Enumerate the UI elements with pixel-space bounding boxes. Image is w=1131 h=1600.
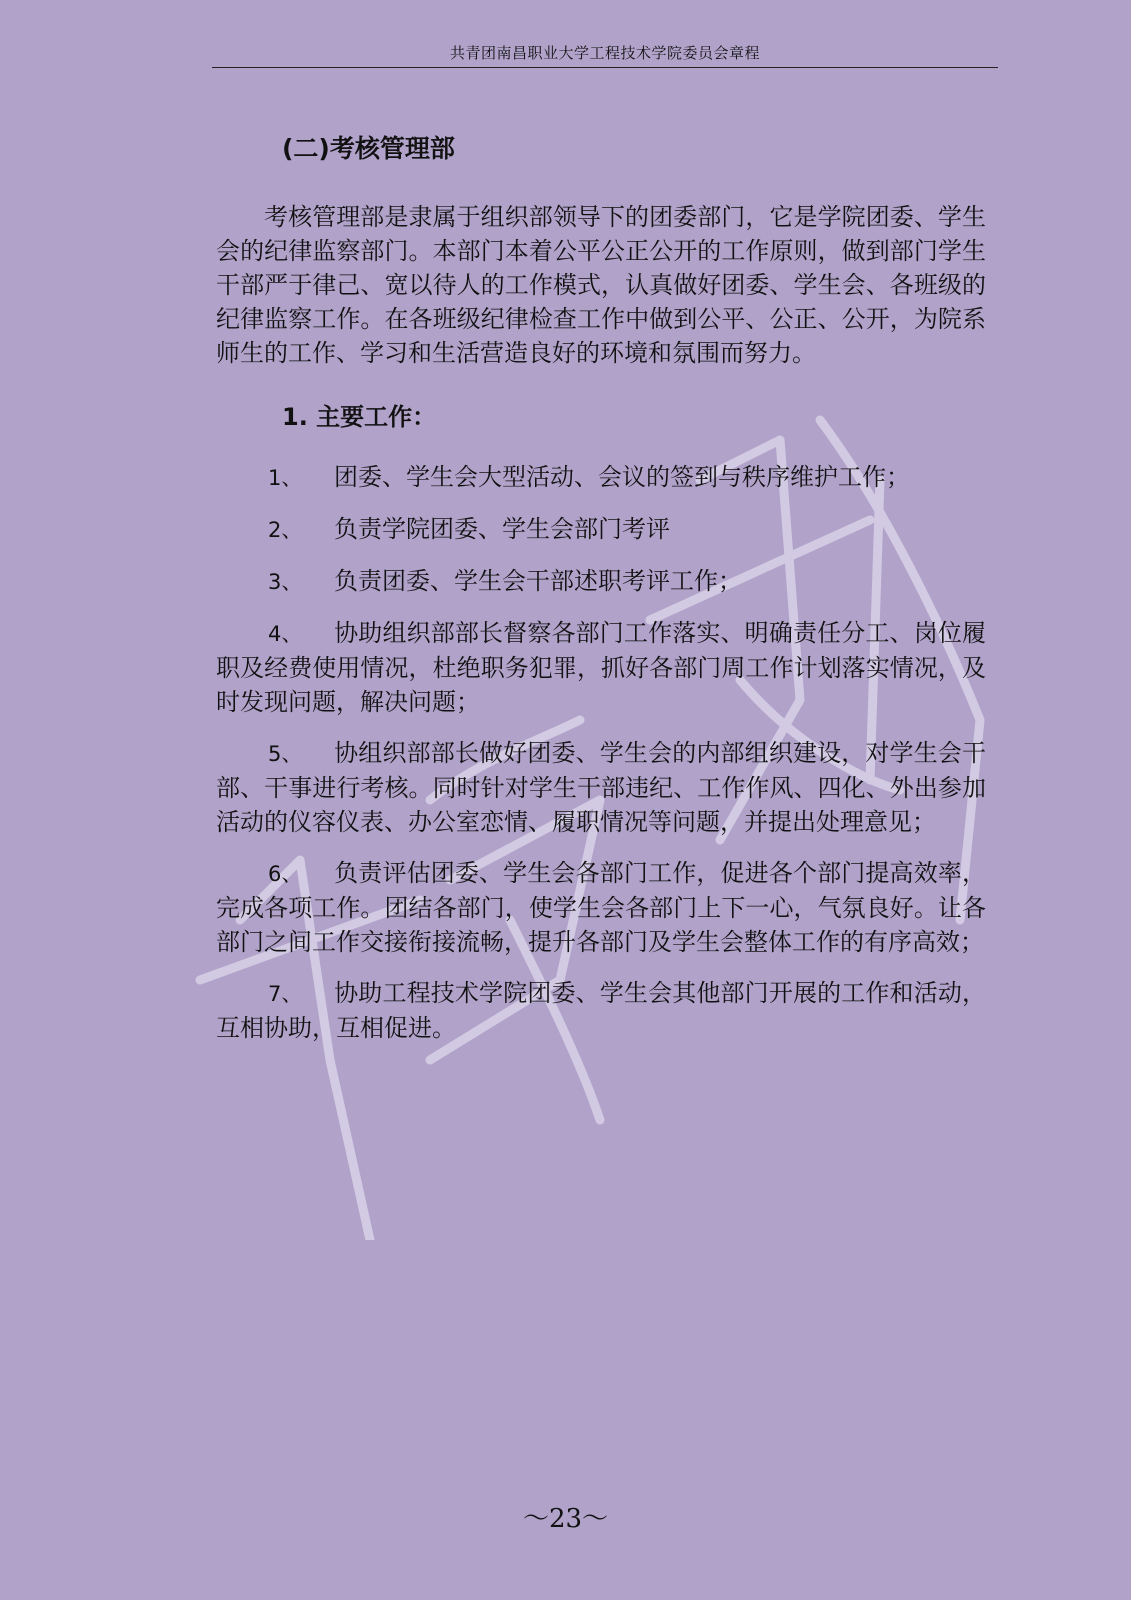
list-item	[216, 564, 986, 599]
list-item	[216, 460, 986, 495]
page-number: ～23～	[522, 1504, 609, 1534]
list-item-number: 5、	[268, 742, 303, 766]
subsection-title: 1. 主要工作：	[282, 403, 437, 431]
list-item-number: 2、	[268, 518, 303, 542]
list-item-text: 负责团委、学生会干部述职考评工作；	[334, 567, 742, 595]
list-item	[216, 512, 986, 547]
list-item-number: 6、	[268, 862, 303, 886]
list-item-text: 负责评估团委、学生会各部门工作，促进各个部门提高效率，完成各项工作。团结各部门，使学生会各部门上下一心，气氛良好。让各部门之间工作交接衔接流畅，提升各部门及学生会整体工作的有序高效；	[216, 859, 986, 956]
list-item	[216, 856, 986, 959]
list-item-number: 1、	[268, 466, 303, 490]
list-item-number: 3、	[268, 570, 303, 594]
document-body	[216, 132, 986, 1062]
list-item-number: 7、	[268, 982, 303, 1006]
list-item-text: 负责学院团委、学生会部门考评	[334, 515, 670, 543]
list-item-number: 4、	[268, 622, 303, 646]
list-item-text: 协助组织部部长督察各部门工作落实、明确责任分工、岗位履职及经费使用情况，杜绝职务犯罪，抓好各部门周工作计划落实情况，及时发现问题，解决问题；	[216, 619, 986, 716]
intro-paragraph: 考核管理部是隶属于组织部领导下的团委部门，它是学院团委、学生会的纪律监察部门。本部门本着公平公正公开的工作原则，做到部门学生干部严于律己、宽以待人的工作模式，认真做好团委、学生会、各班级的纪律监察工作。在各班级纪律检查工作中做到公平、公正、公开，为院系师生的工作、学习和生活营造良好的环境和氛围而努力。	[216, 203, 986, 367]
header-rule	[212, 67, 998, 68]
section-title: (二)考核管理部	[282, 134, 455, 163]
list-item	[216, 976, 986, 1045]
list-item-text: 协组织部部长做好团委、学生会的内部组织建设，对学生会干部、干事进行考核。同时针对学生干部违纪、工作作风、四化、外出参加活动的仪容仪表、办公室恋情、履职情况等问题，并提出处理意见；	[216, 739, 986, 836]
duty-list	[216, 460, 986, 1045]
list-item	[216, 736, 986, 839]
list-item-text: 协助工程技术学院团委、学生会其他部门开展的工作和活动，互相协助，互相促进。	[216, 979, 986, 1042]
list-item-text: 团委、学生会大型活动、会议的签到与秩序维护工作；	[334, 463, 910, 491]
running-header: 共青团南昌职业大学工程技术学院委员会章程	[449, 44, 760, 62]
list-item	[216, 616, 986, 719]
